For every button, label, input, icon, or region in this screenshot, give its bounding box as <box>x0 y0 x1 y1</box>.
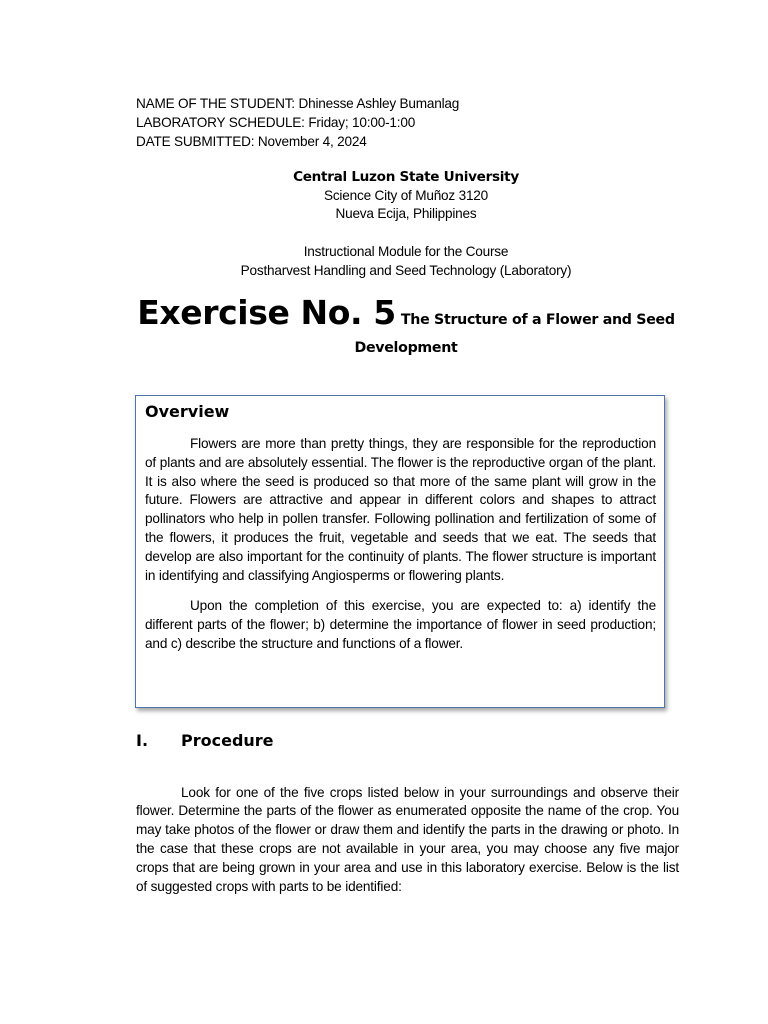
module-block <box>136 243 676 280</box>
lab-schedule-line: LABORATORY SCHEDULE: Friday; 10:00-1:00 <box>136 115 416 130</box>
student-info <box>136 94 459 151</box>
overview-heading: Overview <box>145 402 230 421</box>
module-line-2: Postharvest Handling and Seed Technology (Laboratory) <box>240 262 572 278</box>
exercise-title-part-2: Development <box>354 340 458 356</box>
student-name-line: NAME OF THE STUDENT: Dhinesse Ashley Bumanlag <box>136 96 460 111</box>
overview-paragraph-1: Flowers are more than pretty things, they are responsible for the reproduction of plants and are absolutely essential. The flower is the reproductive organ of the plant. It is also where the seed is produced so that more of the same plant will grow in the future. Flowers are attractive and appear in different colors and shapes to attract pollinators who help in pollen transfer. Following pollination and fertilization of some of the flowers, it produces the fruit, vegetable and seeds that we eat. The seeds that develop are also important for the continuity of plants. The flower structure is important in identifying and classifying Angiosperms or flowering plants. <box>145 436 656 583</box>
module-line-1: Instructional Module for the Course <box>303 244 509 259</box>
procedure-heading-text: Procedure <box>181 731 274 750</box>
university-block <box>136 168 676 224</box>
exercise-title-part-1: The Structure of a Flower and Seed <box>400 312 675 328</box>
university-address-1: Science City of Muñoz 3120 <box>323 187 489 203</box>
procedure-numeral: I. <box>136 731 149 750</box>
overview-paragraph-2: Upon the completion of this exercise, you are expected to: a) identify the different parts of the flower; b) determine the importance of flower in seed production; and c) describe the structure and functions of a flower. <box>145 598 656 651</box>
date-submitted-line: DATE SUBMITTED: November 4, 2024 <box>136 134 367 149</box>
overview-box <box>135 395 665 708</box>
procedure-heading <box>136 731 274 750</box>
university-name: Central Luzon State University <box>293 169 519 185</box>
university-address-2: Nueva Ecija, Philippines <box>335 206 477 221</box>
procedure-paragraph: Look for one of the five crops listed below in your surroundings and observe their flower. Determine the parts of the flower as enumerated opposite the name of the crop. You may take photos of the flower or draw them and identify the parts in the drawing or photo. In the case that these crops are not available in your area, you may choose any five major crops that are being grown in your area and use in this laboratory exercise. Below is the list of suggested crops with parts to be identified: <box>136 784 679 894</box>
exercise-title <box>100 293 712 332</box>
exercise-number: Exercise No. 5 <box>137 293 396 332</box>
